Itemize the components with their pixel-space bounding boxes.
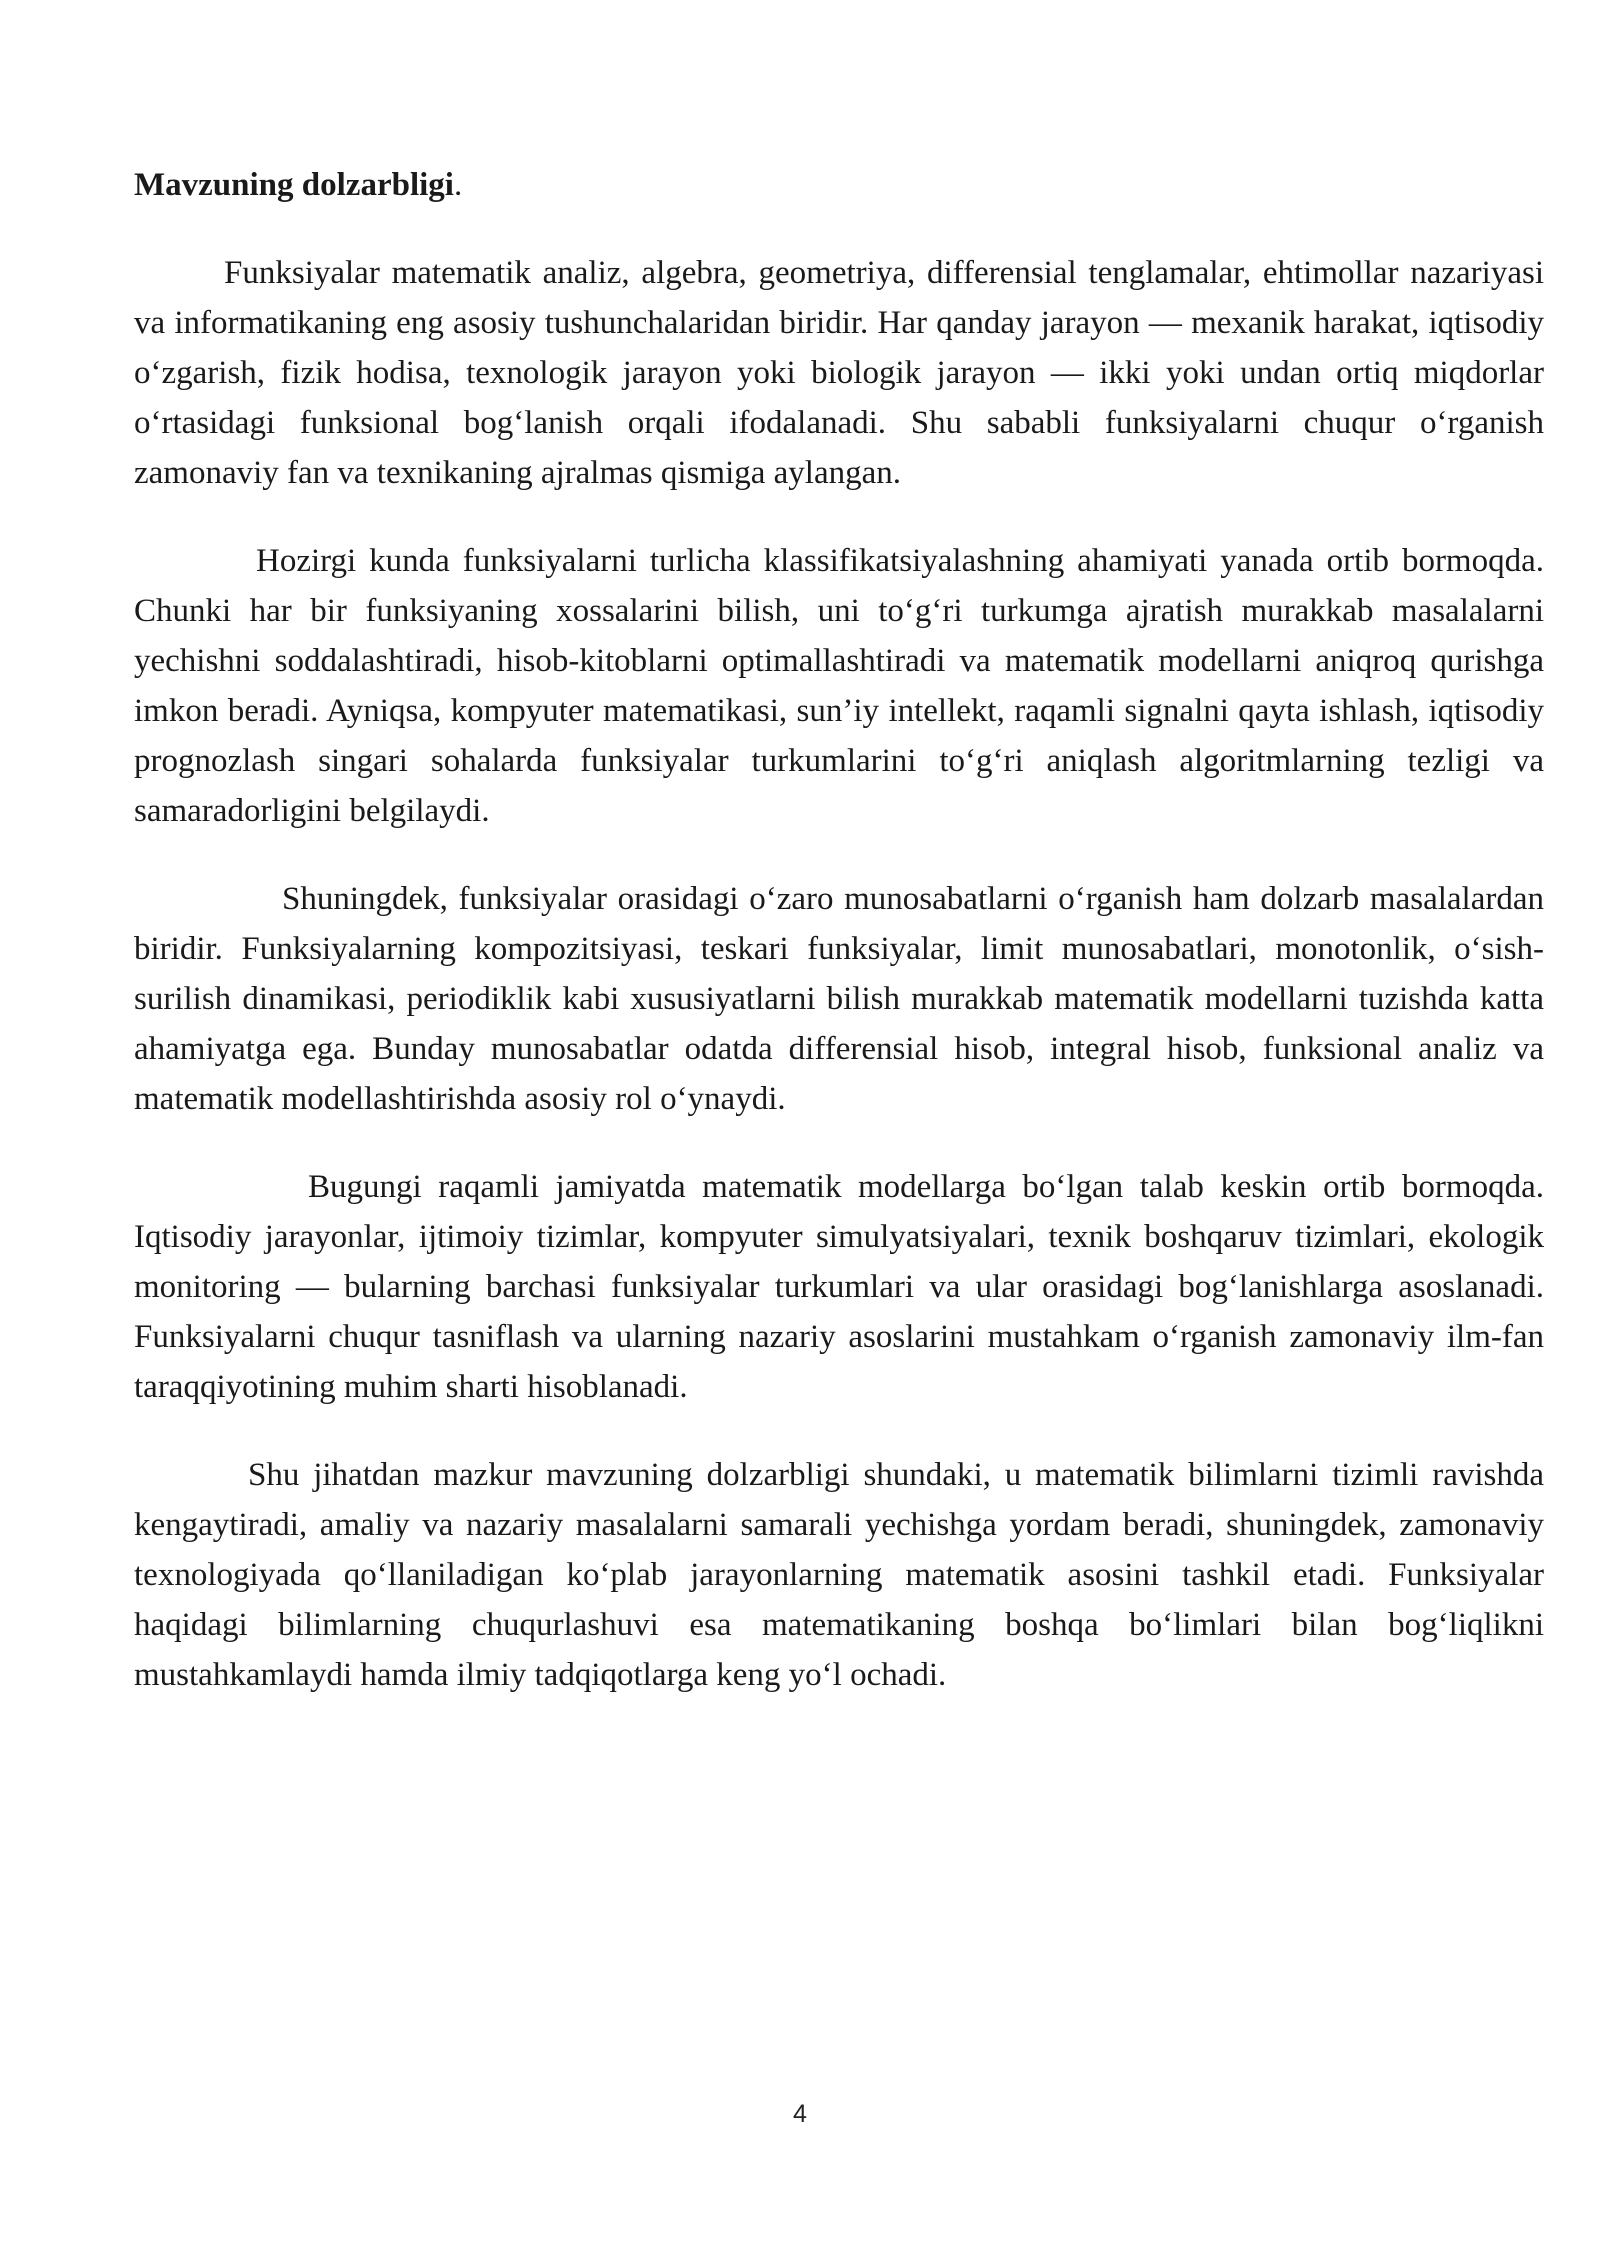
paragraph-5: Shu jihatdan mazkur mavzuning dolzarbligi shundaki, u matematik bilimlarni tizimli ravishda kengaytiradi, amaliy va nazariy masalalarni samarali yechishga yordam beradi, shuningdek, zamonaviy texnologiyada qo‘llaniladigan ko‘plab jarayonlarning matematik asosini tashkil etadi. Funksiyalar haqidagi bilimlarning chuqurlashuvi esa matematikaning boshqa bo‘limlari bilan bog‘liqlikni mustahkamlaydi hamda ilmiy tadqiqotlarga keng yo‘l ochadi. xyxy=(134,1457,1544,1693)
section-heading-punctuation: . xyxy=(453,167,463,203)
section-heading xyxy=(134,160,1544,210)
section-heading-text: Mavzuning dolzarbligi xyxy=(134,167,454,203)
paragraph-1: Funksiyalar matematik analiz, algebra, geometriya, differensial tenglamalar, ehtimollar nazariyasi va informatikaning eng asosiy tushunchalaridan biridir. Har qanday jarayon — mexanik harakat, iqtisodiy o‘zgarish, fizik hodisa, texnologik jarayon yoki biologik jarayon — ikki yoki undan ortiq miqdorlar o‘rtasidagi funksional bog‘lanish orqali ifodalanadi. Shu sababli funksiyalarni chuqur o‘rganish zamonaviy fan va texnikaning ajralmas qismiga aylangan. xyxy=(134,255,1544,491)
paragraph-2: Hozirgi kunda funksiyalarni turlicha klassifikatsiyalashning ahamiyati yanada ortib bormoqda. Chunki har bir funksiyaning xossalarini bilish, uni to‘g‘ri turkumga ajratish murakkab masalalarni yechishni soddalashtiradi, hisob-kitoblarni optimallashtiradi va matematik modellarni aniqroq qurishga imkon beradi. Ayniqsa, kompyuter matematikasi, sun’iy intellekt, raqamli signalni qayta ishlash, iqtisodiy prognozlash singari sohalarda funksiyalar turkumlarini to‘g‘ri aniqlash algoritmlarning tezligi va samaradorligini belgilaydi. xyxy=(134,543,1544,829)
paragraph-3: Shuningdek, funksiyalar orasidagi o‘zaro munosabatlarni o‘rganish ham dolzarb masalalardan biridir. Funksiyalarning kompozitsiyasi, teskari funksiyalar, limit munosabatlari, monotonlik, o‘sish-surilish dinamikasi, periodiklik kabi xususiyatlarni bilish murakkab matematik modellarni tuzishda katta ahamiyatga ega. Bunday munosabatlar odatda differensial hisob, integral hisob, funksional analiz va matematik modellashtirishda asosiy rol o‘ynaydi. xyxy=(134,881,1544,1117)
paragraph-4: Bugungi raqamli jamiyatda matematik modellarga bo‘lgan talab keskin ortib bormoqda. Iqtisodiy jarayonlar, ijtimoiy tizimlar, kompyuter simulyatsiyalari, texnik boshqaruv tizimlari, ekologik monitoring — bularning barchasi funksiyalar turkumlari va ular orasidagi bog‘lanishlarga asoslanadi. Funksiyalarni chuqur tasniflash va ularning nazariy asoslarini mustahkam o‘rganish zamonaviy ilm-fan taraqqiyotining muhim sharti hisoblanadi. xyxy=(134,1169,1544,1405)
page-number: 4 xyxy=(793,2100,807,2128)
document-page xyxy=(134,160,1544,1738)
